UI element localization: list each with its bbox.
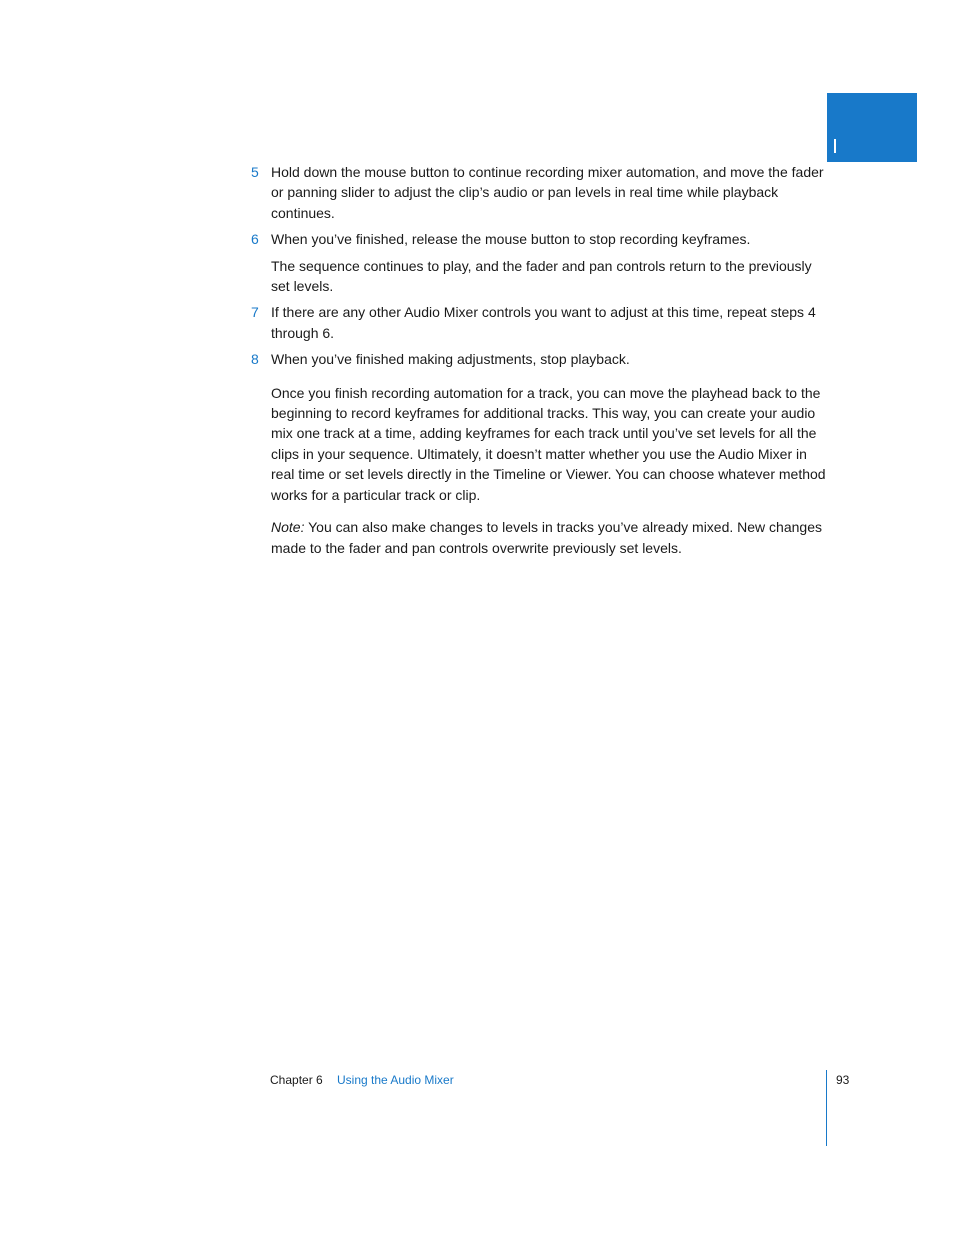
step-item [250,162,830,223]
spacer [250,376,830,383]
page-footer [270,1072,860,1092]
step-text: If there are any other Audio Mixer controls you want to adjust at this time, repeat steps 4 through 6. [271,304,816,341]
step-number: 7 [251,304,259,321]
chapter-tab [827,93,917,162]
note-paragraph [250,517,830,558]
footer-chapter-label: Chapter 6 [270,1073,323,1087]
page-content [250,162,830,570]
step-text: When you’ve finished, release the mouse button to stop recording keyframes. [271,231,751,248]
step-item [250,349,830,369]
step-text: When you’ve finished making adjustments, stop playback. [271,351,630,368]
footer-divider [826,1070,827,1146]
page-number: 93 [836,1073,850,1087]
step-number: 5 [251,164,259,180]
step-number: 6 [251,231,259,248]
step-item [250,229,830,249]
step-text: Hold down the mouse button to continue recording mixer automation, and move the fader or panning slider to adjust the clip’s audio or pan levels in real time while playback continues. [271,164,824,221]
step-number: 8 [251,351,259,368]
footer-chapter-title: Using the Audio Mixer [337,1073,454,1087]
note-label: Note: [271,519,305,536]
chapter-tab-mark [834,139,836,153]
step-item [250,302,830,343]
step-followup-text: The sequence continues to play, and the fader and pan controls return to the previously set levels. [271,257,812,295]
note-text: You can also make changes to levels in tracks you’ve already mixed. New changes made to the fader and pan controls overwrite previously set levels. [271,519,822,556]
body-paragraph: Once you finish recording automation for a track, you can move the playhead back to the beginning to record keyframes for additional tracks. This way, you can create your audio mix one track at a time, adding keyframes for each track until you’ve set levels for all the clips in your sequence. Ultimately, it doesn’t matter whether you use the Audio Mixer in real time or set levels directly in the Timeline or Viewer. You can choose whatever method works for a particular track or clip. [271,384,826,503]
